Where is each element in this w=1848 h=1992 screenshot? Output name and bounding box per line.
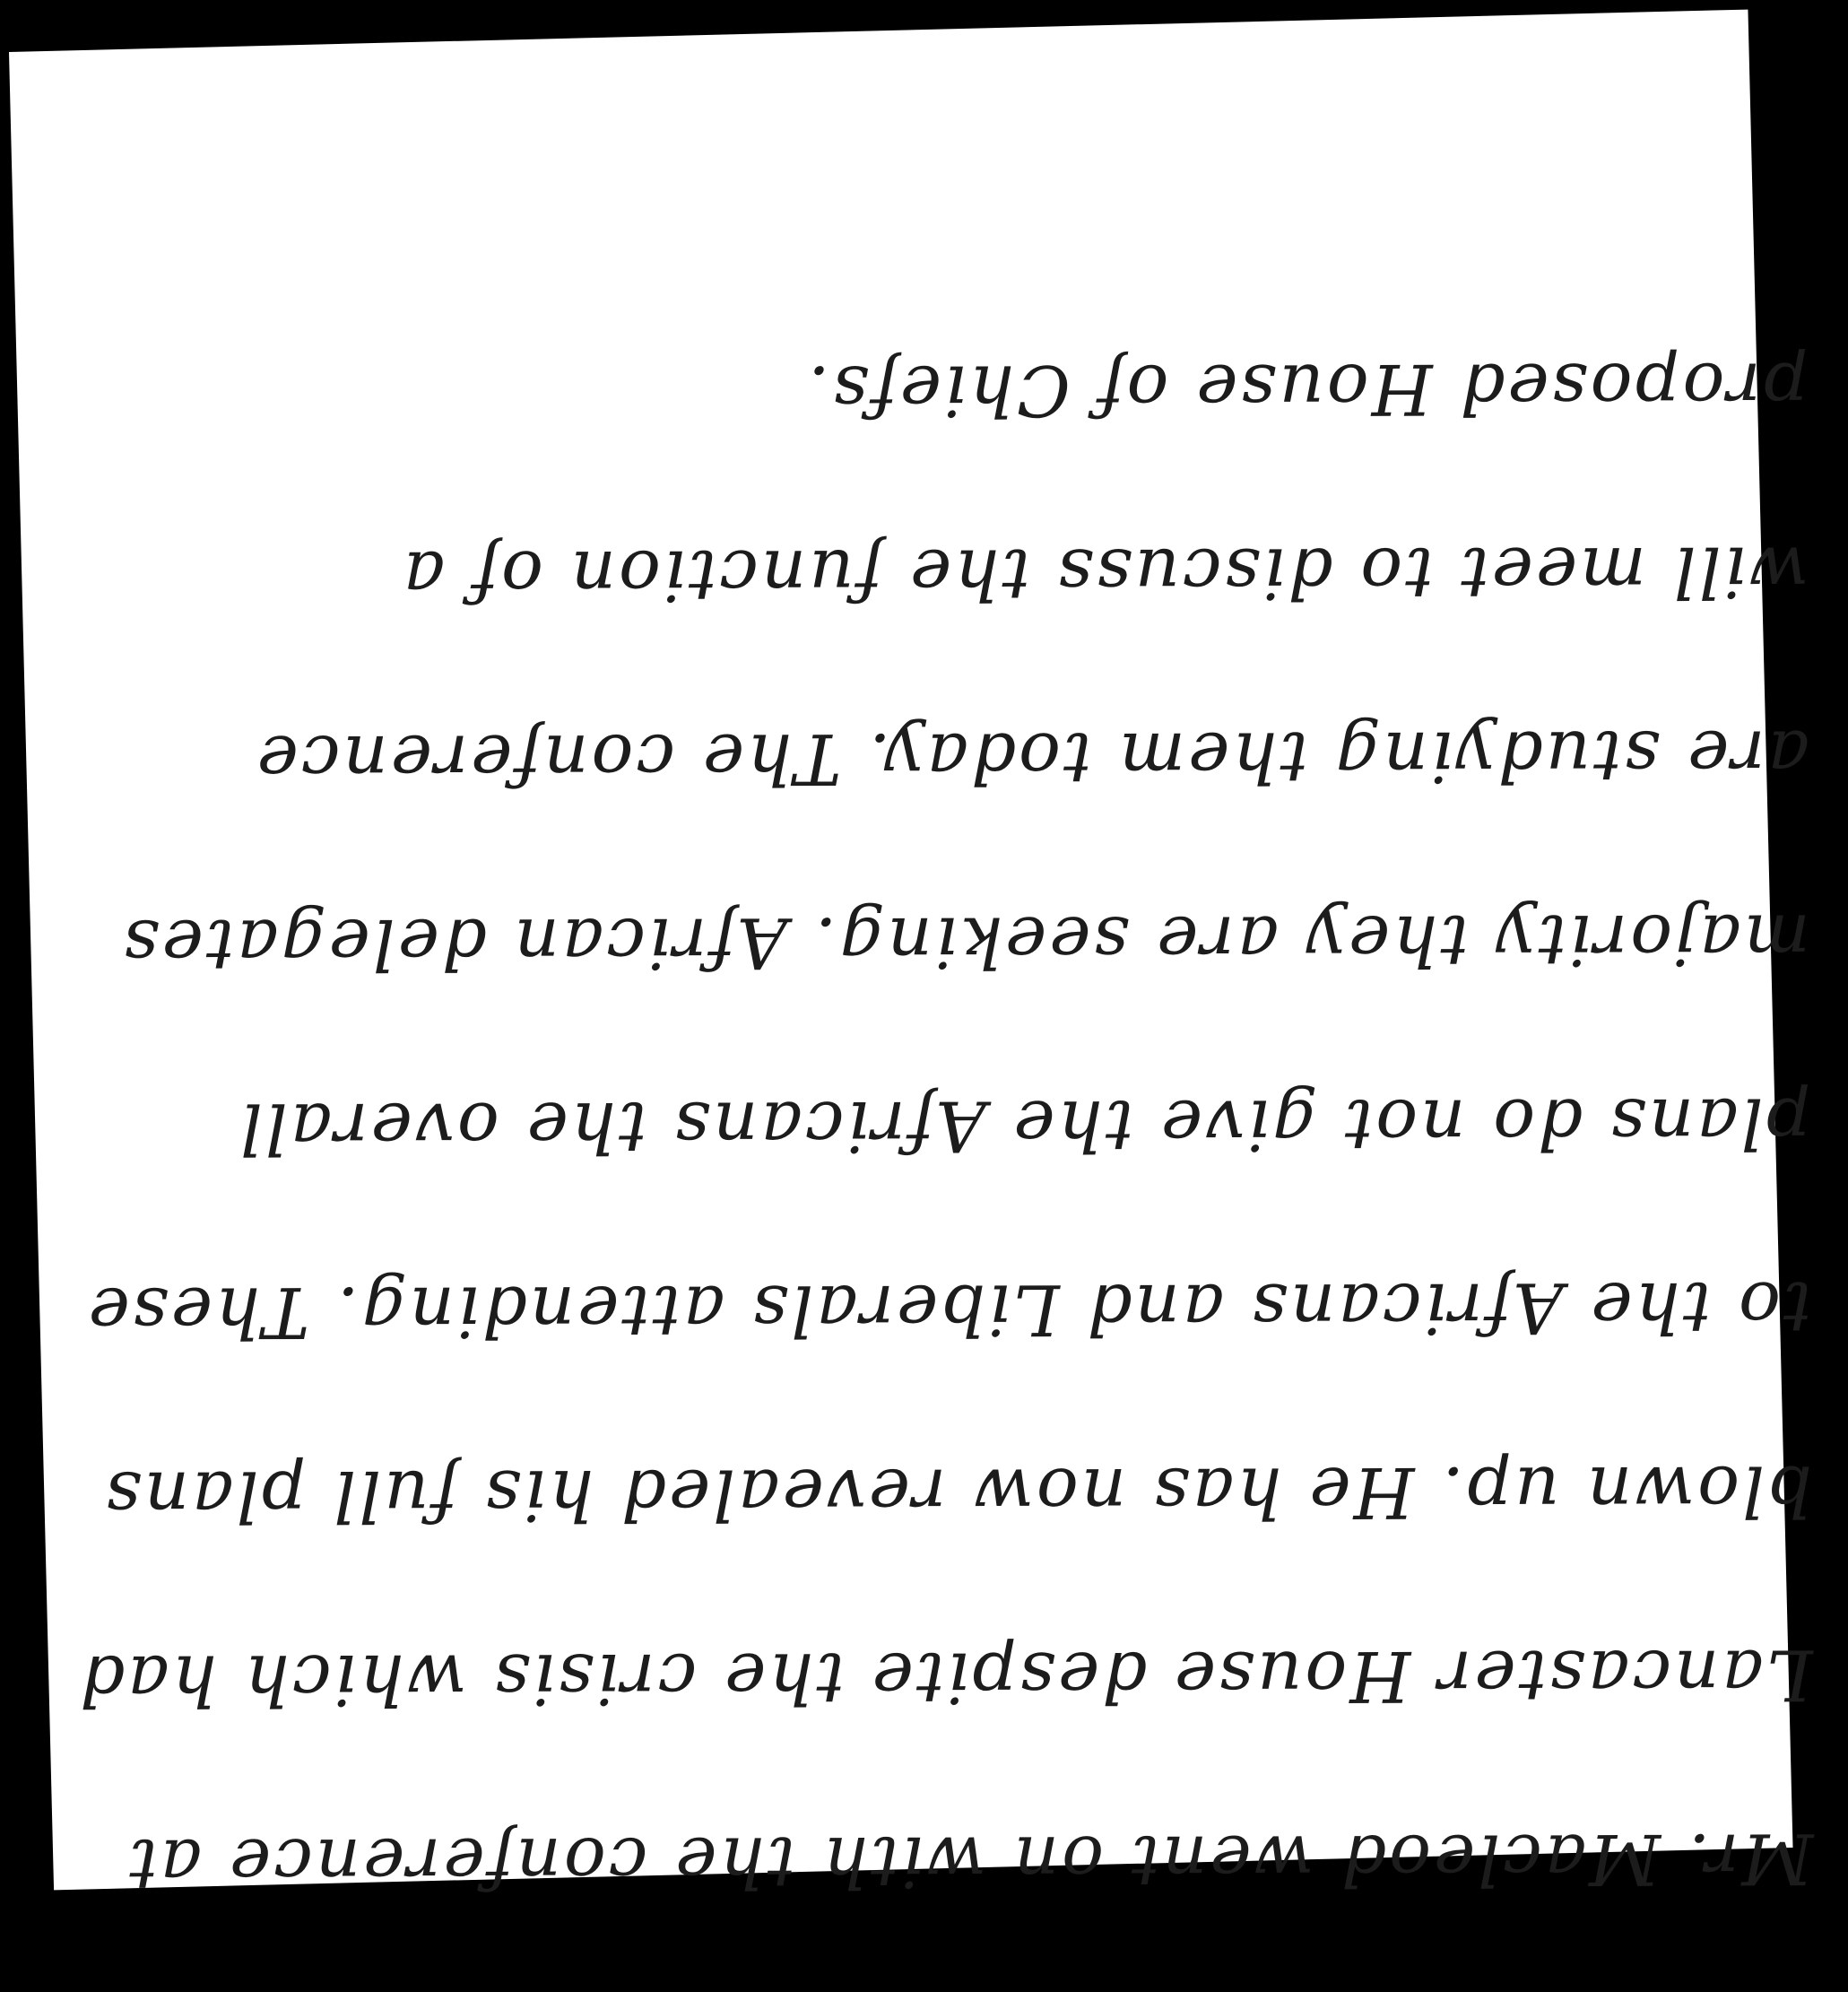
handwritten-line-8: will meet to discuss the function of a [400, 530, 1809, 616]
handwritten-line-5: plans do not give the Africans the overall [237, 1082, 1811, 1169]
handwritten-line-3: blown up. He has now revealed his full plans [102, 1449, 1813, 1536]
paper-sheet [9, 10, 1814, 1904]
handwritten-line-7: are studying them today. The conference [254, 714, 1810, 801]
handwritten-line-4: to the Africans and Liberals attending. These [85, 1266, 1812, 1353]
handwritten-text-block [77, 294, 1814, 1954]
handwritten-line-1: Mr. Macleod went on with the conference at [126, 1817, 1814, 1904]
handwritten-line-2: Lancaster House despite the crisis which had [77, 1633, 1813, 1721]
handwritten-line-9: proposed House of Chiefs. [805, 346, 1809, 431]
handwritten-line-6: majority they are seeking. African delegates [120, 898, 1810, 985]
